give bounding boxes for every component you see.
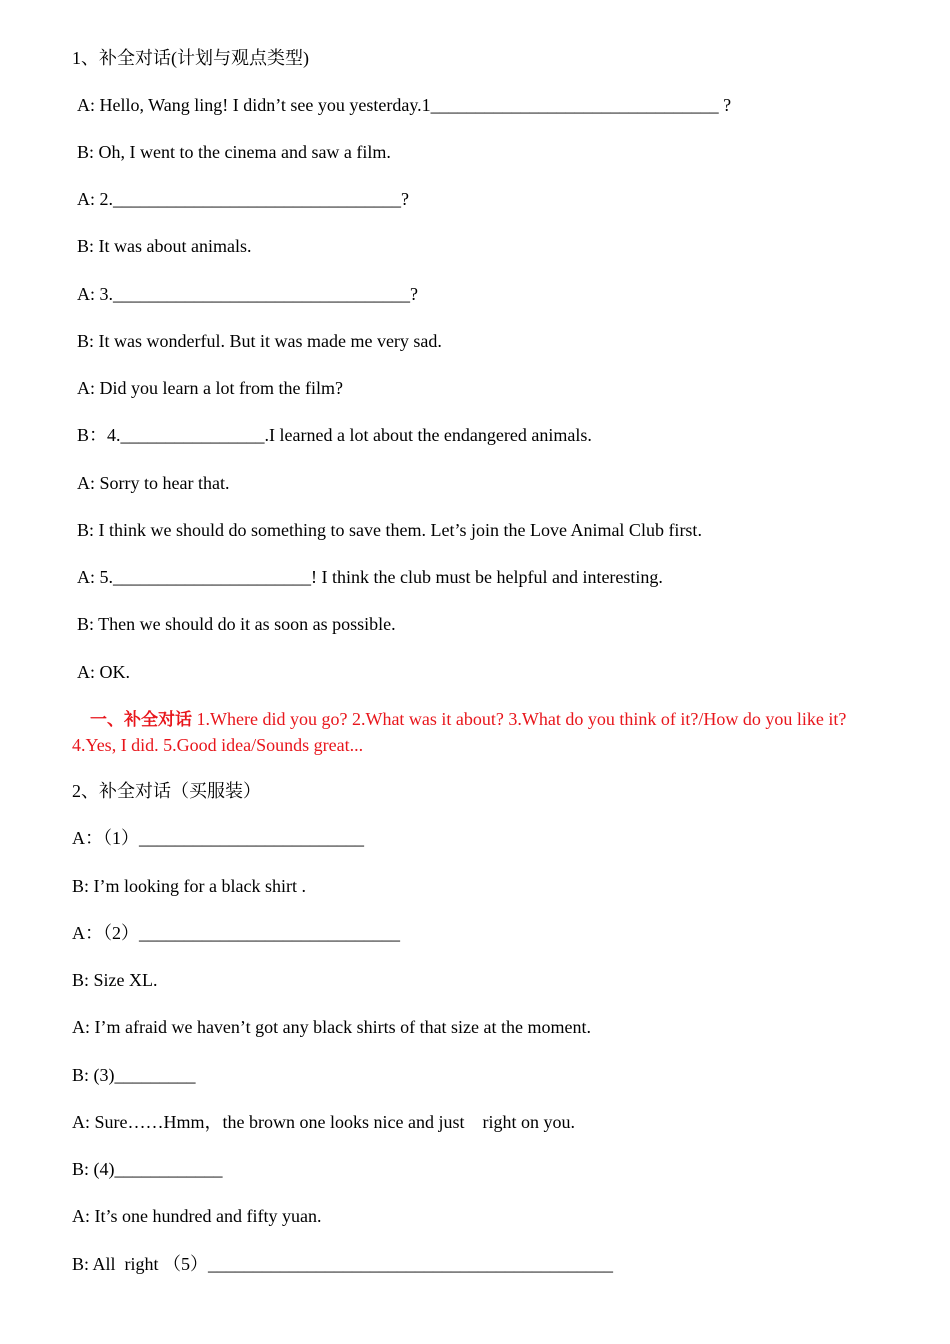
dialogue-line: A: Sure……Hmm，the brown one looks nice and just right on you. xyxy=(72,1112,575,1132)
dialogue-line: A: 3._________________________________? xyxy=(77,284,418,304)
section2-title: 2、补全对话（买服装） xyxy=(72,781,261,801)
dialogue-line: B: (3)_________ xyxy=(72,1065,196,1085)
section1-title: 1、补全对话(计划与观点类型) xyxy=(72,48,309,68)
dialogue-line: B: Then we should do it as soon as possible. xyxy=(77,614,396,634)
dialogue-line: B: (4)____________ xyxy=(72,1159,223,1179)
dialogue-line: A: Sorry to hear that. xyxy=(77,473,230,493)
dialogue-line: A: OK. xyxy=(77,662,130,682)
dialogue-line: A: Hello, Wang ling! I didn’t see you yesterday.1________________________________ ? xyxy=(77,95,732,115)
dialogue-line: A：（1）_________________________ xyxy=(72,828,364,848)
answer-key-heading: 一、补全对话 xyxy=(90,710,192,730)
dialogue-line: A：（2）_____________________________ xyxy=(72,923,400,943)
dialogue-line: A: 5.______________________! I think the club must be helpful and interesting. xyxy=(77,567,663,587)
dialogue-line: B: I think we should do something to save them. Let’s join the Love Animal Club first. xyxy=(77,520,702,540)
dialogue-line: A: Did you learn a lot from the film? xyxy=(77,378,343,398)
dialogue-line: B: Size XL. xyxy=(72,970,158,990)
dialogue-line: B: All right （5）_____________________________________________ xyxy=(72,1254,614,1274)
dialogue-line: B: It was about animals. xyxy=(77,236,252,256)
dialogue-line: B: I’m looking for a black shirt . xyxy=(72,876,306,896)
dialogue-line: B：4.________________.I learned a lot about the endangered animals. xyxy=(77,425,592,445)
dialogue-line: B: Oh, I went to the cinema and saw a film. xyxy=(77,142,391,162)
dialogue-line: B: It was wonderful. But it was made me very sad. xyxy=(77,331,442,351)
answer-key xyxy=(72,707,892,758)
dialogue-line: A: It’s one hundred and fifty yuan. xyxy=(72,1206,322,1226)
dialogue-line: A: 2.________________________________? xyxy=(77,189,409,209)
answer-key-text: 1.Where did you go? 2.What was it about? 3.What do you think of it?/How do you like it? 4.Yes, I did. 5.Good idea/Sounds great... xyxy=(72,709,847,755)
dialogue-line: A: I’m afraid we haven’t got any black shirts of that size at the moment. xyxy=(72,1017,592,1037)
